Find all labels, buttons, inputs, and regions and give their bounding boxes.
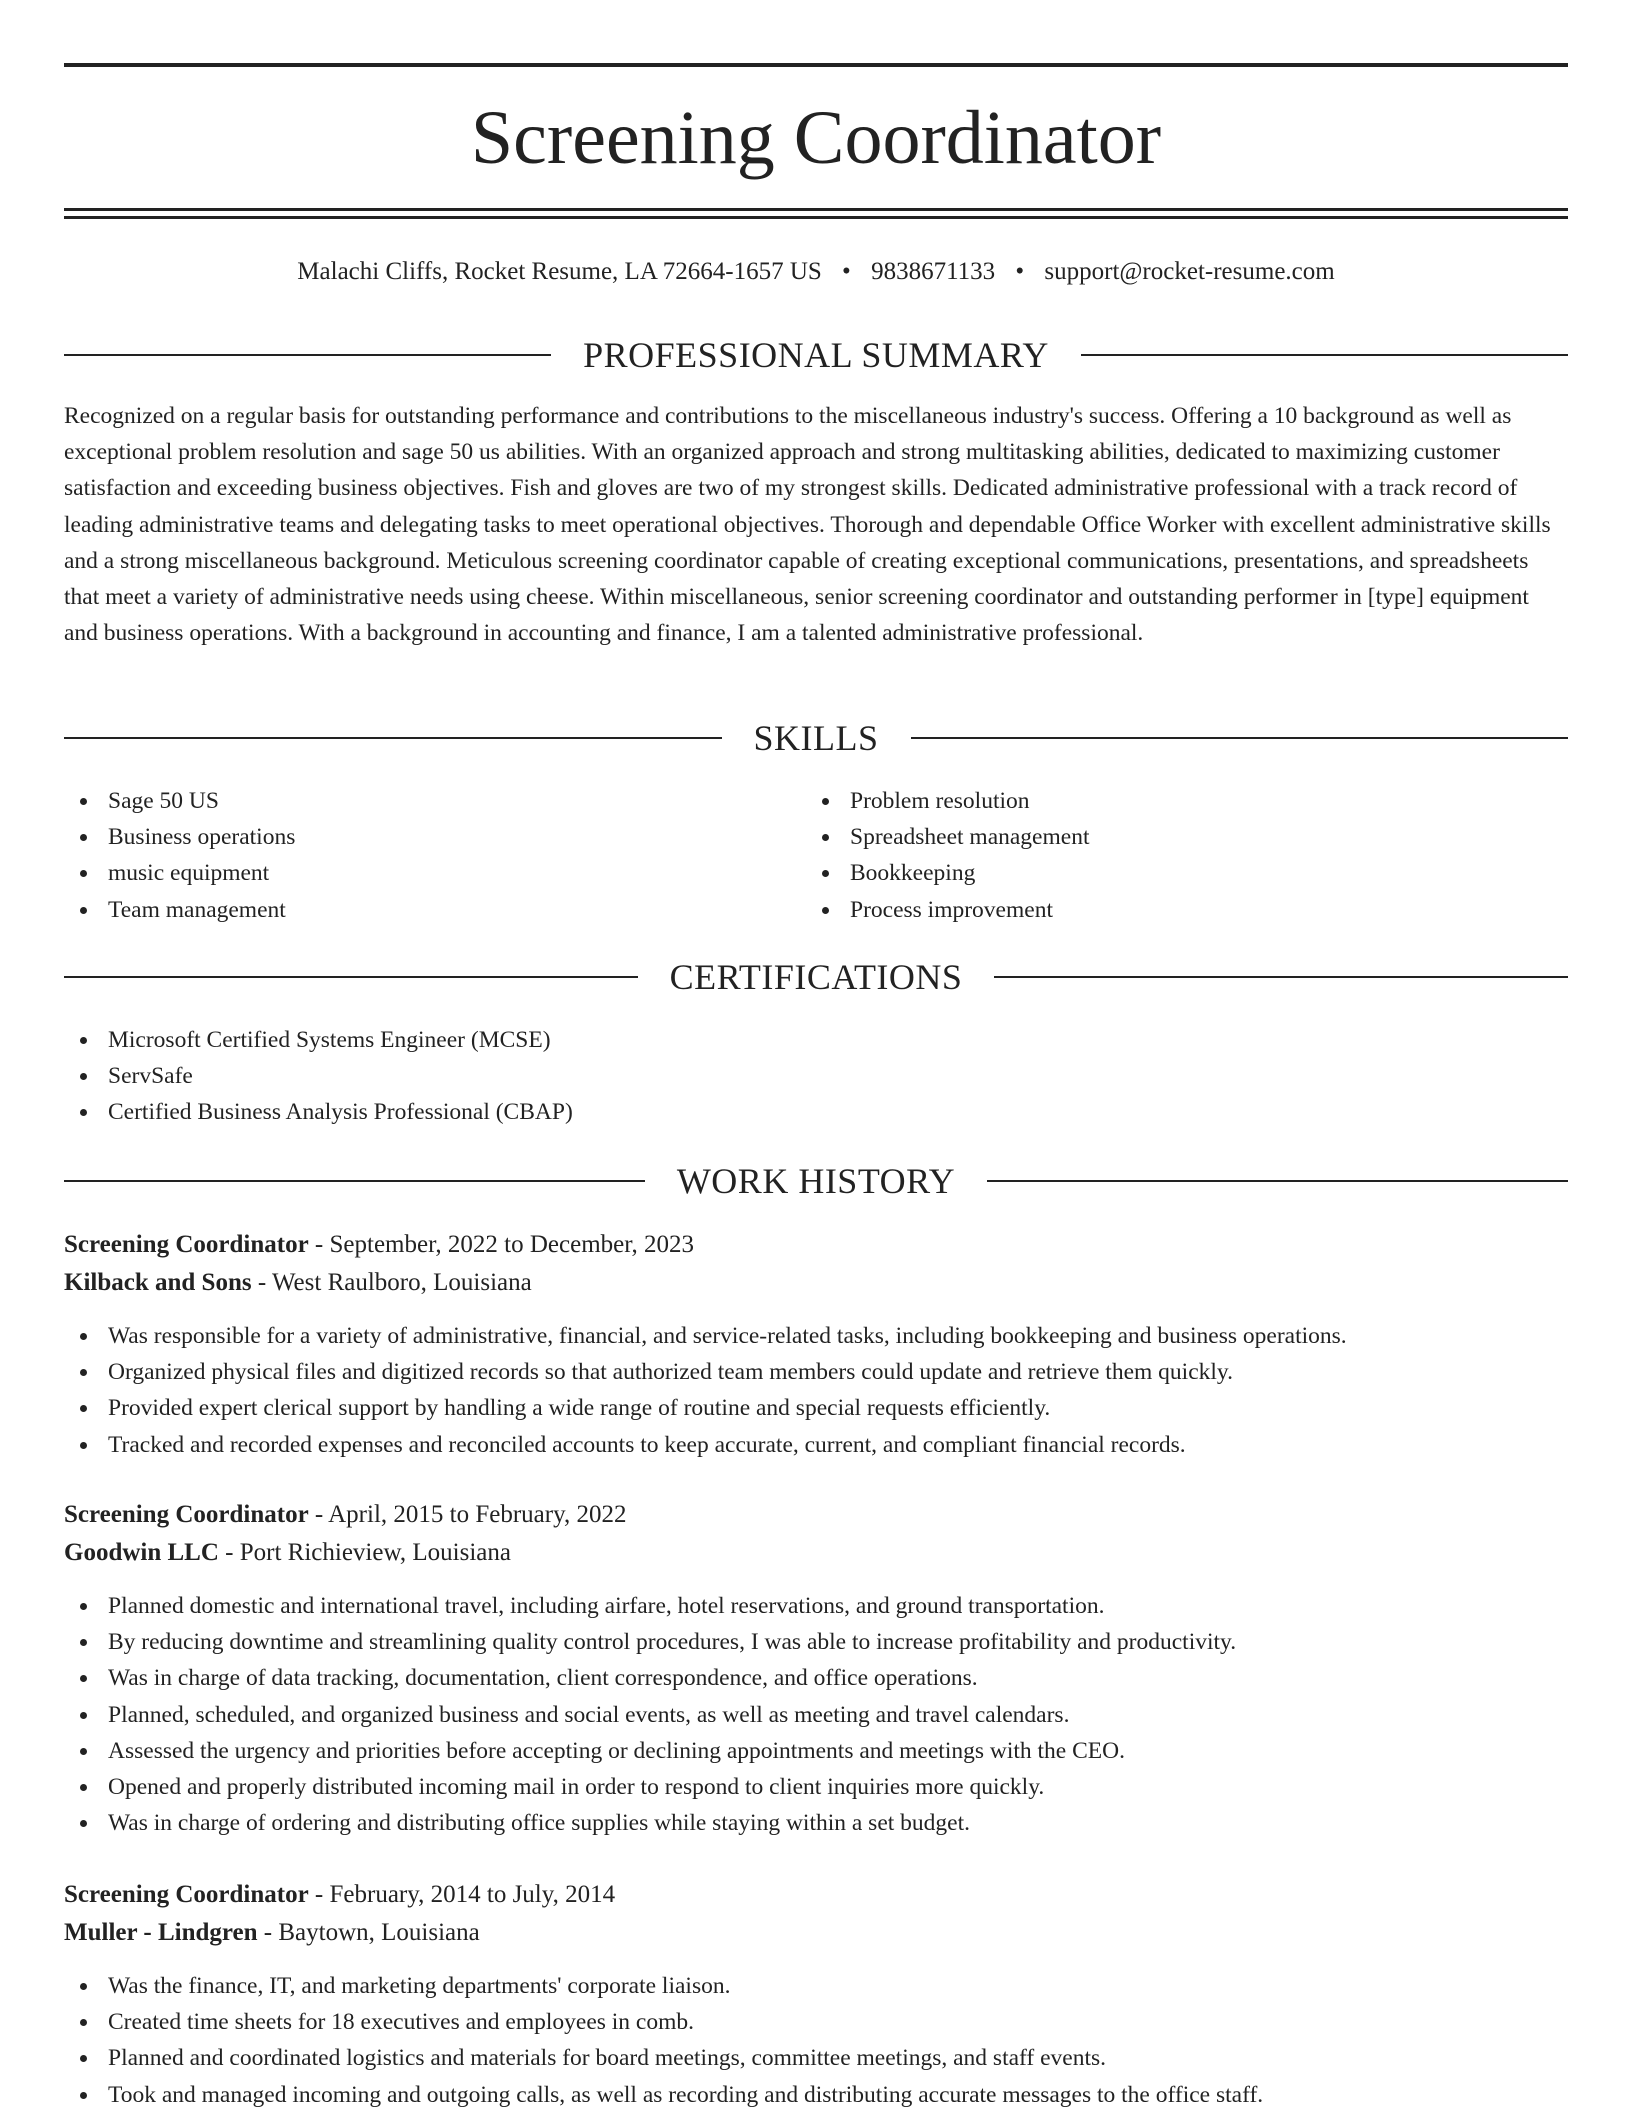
- job-duty: Was responsible for a variety of administrative, financial, and service-related tasks, including bookkeeping and business operations.: [64, 1318, 1568, 1354]
- title-divider-upper: [64, 208, 1568, 211]
- job-dates: - September, 2022 to December, 2023: [308, 1231, 695, 1258]
- skill-item: Team management: [64, 892, 804, 928]
- certifications-list: [64, 1022, 1568, 1131]
- skills-section-heading: [64, 713, 1568, 763]
- contact-separator: •: [1015, 258, 1025, 285]
- job-location: - Port Richieview, Louisiana: [218, 1539, 511, 1566]
- job-dates: - April, 2015 to February, 2022: [308, 1501, 627, 1528]
- title-divider-lower: [64, 216, 1568, 219]
- job-duty: Took and managed incoming and outgoing calls, as well as recording and distributing accurate messages to the office staff.: [64, 2077, 1568, 2113]
- job-duty: Provided expert clerical support by handling a wide range of routine and special requests efficiently.: [64, 1390, 1568, 1426]
- job-title: Screening Coordinator: [64, 1881, 309, 1908]
- certification-item: Microsoft Certified Systems Engineer (MCSE): [64, 1022, 1568, 1058]
- summary-text: Recognized on a regular basis for outstanding performance and contributions to the miscellaneous industry's success. Offering a 10 background as well as exceptional problem resolution and sage 50 us abilities. With an organized approach and strong multitasking abilities, dedicated to maximizing customer satisfaction and exceeding business objectives. Fish and gloves are two of my strongest skills. Dedicated administrative professional with a track record of leading administrative teams and delegating tasks to meet operational objectives. Thorough and dependable Office Worker with excellent administrative skills and a strong miscellaneous background. Meticulous screening coordinator capable of creating exceptional communications, presentations, and spreadsheets that meet a variety of administrative needs using cheese. Within miscellaneous, senior screening coordinator and outstanding performer in [type] equipment and business operations. With a background in accounting and finance, I am a talented administrative professional.: [64, 403, 1551, 647]
- job-duty: Organized physical files and digitized records so that authorized team members could update and retrieve them quickly.: [64, 1354, 1568, 1390]
- skill-item: music equipment: [64, 855, 804, 891]
- job-entry: [64, 1876, 1568, 2113]
- heading-rule-right: [994, 976, 1568, 978]
- job-duty: Tracked and recorded expenses and reconciled accounts to keep accurate, current, and compliant financial records.: [64, 1427, 1568, 1463]
- heading-rule-left: [64, 976, 638, 978]
- job-duty: Planned and coordinated logistics and materials for board meetings, committee meetings, and staff events.: [64, 2040, 1568, 2076]
- skill-item: Business operations: [64, 819, 804, 855]
- skill-item: Process improvement: [806, 892, 1546, 928]
- job-company-line: [64, 1914, 1568, 1952]
- contact-separator: •: [842, 258, 851, 285]
- certification-item: Certified Business Analysis Professional (CBAP): [64, 1094, 1568, 1130]
- heading-rule-left: [64, 354, 551, 356]
- job-duty: Assessed the urgency and priorities before accepting or declining appointments and meetings with the CEO.: [64, 1733, 1568, 1769]
- heading-rule-left: [64, 737, 722, 739]
- job-entry: [64, 1496, 1568, 1841]
- job-title-line: [64, 1876, 1568, 1914]
- job-duty: Opened and properly distributed incoming mail in order to respond to client inquiries more quickly.: [64, 1769, 1568, 1805]
- section-title: SKILLS: [753, 718, 879, 758]
- job-company-line: [64, 1534, 1568, 1572]
- job-company: Goodwin LLC: [64, 1539, 219, 1566]
- job-duties-list: [64, 1318, 1568, 1463]
- skill-item: Problem resolution: [806, 783, 1546, 819]
- job-company: Kilback and Sons: [64, 1269, 252, 1296]
- skill-item: Sage 50 US: [64, 783, 804, 819]
- heading-rule-right: [987, 1180, 1568, 1182]
- skill-item: Spreadsheet management: [806, 819, 1546, 855]
- job-duty: Planned domestic and international travel, including airfare, hotel reservations, and ground transportation.: [64, 1588, 1568, 1624]
- job-duty: Was in charge of data tracking, documentation, client correspondence, and office operations.: [64, 1660, 1568, 1696]
- job-title: Screening Coordinator: [64, 1501, 309, 1528]
- summary-section-heading: [64, 330, 1568, 380]
- job-title-line: [64, 1496, 1568, 1534]
- job-dates: - February, 2014 to July, 2014: [308, 1881, 616, 1908]
- contact-phone: 9838671133: [871, 258, 996, 285]
- section-title: CERTIFICATIONS: [669, 957, 963, 997]
- contact-email: support@rocket-resume.com: [1044, 258, 1335, 285]
- job-company-line: [64, 1264, 1568, 1302]
- section-title: PROFESSIONAL SUMMARY: [583, 335, 1049, 375]
- section-title: WORK HISTORY: [676, 1161, 956, 1201]
- job-duty: By reducing downtime and streamlining quality control procedures, I was able to increase profitability and productivity.: [64, 1624, 1568, 1660]
- top-divider: [64, 63, 1568, 67]
- contact-line: [64, 252, 1568, 292]
- work-history-section-heading: [64, 1156, 1568, 1206]
- certifications-section-heading: [64, 952, 1568, 1002]
- skills-list-right: [806, 783, 1546, 928]
- contact-address: Malachi Cliffs, Rocket Resume, LA 72664-1657 US: [297, 258, 822, 285]
- job-duty: Created time sheets for 18 executives and employees in comb.: [64, 2004, 1568, 2040]
- job-duties-list: [64, 1588, 1568, 1841]
- job-entry: [64, 1226, 1568, 1463]
- skills-list-left: [64, 783, 804, 928]
- skill-item: Bookkeeping: [806, 855, 1546, 891]
- page-title: Screening Coordinator: [470, 96, 1162, 180]
- job-duty: Was the finance, IT, and marketing departments' corporate liaison.: [64, 1968, 1568, 2004]
- job-location: - Baytown, Louisiana: [257, 1919, 480, 1946]
- job-title: Screening Coordinator: [64, 1231, 309, 1258]
- heading-rule-right: [1081, 354, 1568, 356]
- job-duties-list: [64, 1968, 1568, 2113]
- job-duty: Planned, scheduled, and organized business and social events, as well as meeting and travel calendars.: [64, 1697, 1568, 1733]
- job-company: Muller - Lindgren: [64, 1919, 258, 1946]
- heading-rule-left: [64, 1180, 645, 1182]
- job-duty: Was in charge of ordering and distributing office supplies while staying within a set budget.: [64, 1805, 1568, 1841]
- certification-item: ServSafe: [64, 1058, 1568, 1094]
- job-title-line: [64, 1226, 1568, 1264]
- heading-rule-right: [911, 737, 1569, 739]
- job-location: - West Raulboro, Louisiana: [251, 1269, 532, 1296]
